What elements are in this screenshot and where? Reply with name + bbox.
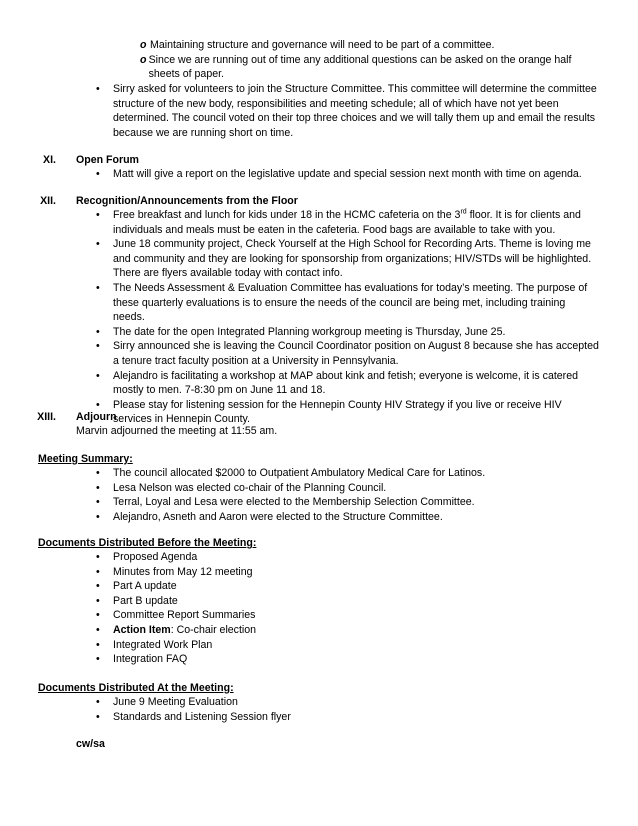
list-item: • Part A update [96,580,177,593]
docs-at-list [96,695,600,724]
bullet-icon: • [96,710,100,723]
bullet-icon: • [96,623,100,636]
circle-bullet-icon: o [140,53,147,66]
bullet-icon: • [96,653,100,666]
sub-item: o Maintaining structure and governance will need to be part of a committee. [140,39,495,51]
bullet-icon: • [96,83,100,95]
list-item: • Standards and Listening Session flyer [96,710,291,723]
list-item: • Free breakfast and lunch for kids under 18 in the HCMC cafeteria on the 3rd floor. It is for clients and individuals and meals must be eaten in the cafeteria. Food bags are available to take with you. [96,208,581,236]
list-item: • Minutes from May 12 meeting [96,565,253,578]
bullet-icon: • [96,580,100,593]
structure-committee-bullet: • Sirry asked for volunteers to join the Structure Committee. This committee will determine the committee structure of the new body, responsibilities and meeting schedule; all of which have not yet been determined. The council voted on their top three choices and we will tally them up and email the results because we are running short on time. [96,83,597,139]
section-title-announcements: Recognition/Announcements from the Floor [76,195,298,207]
list-item: • The Needs Assessment & Evaluation Committee has evaluations for today’s meeting. The purpose of these quarterly evaluations is to ensure the needs of the council are being met, including training needs. [96,281,588,324]
bullet-icon: • [96,696,100,708]
bullet-icon: • [96,551,100,563]
section-numeral-xiii: XIII. [37,411,56,423]
section-numeral-xi: XI. [43,154,56,166]
list-item: • Integrated Work Plan [96,638,213,651]
list-item: • June 18 community project, Check Yourself at the High School for Recording Arts. Theme is loving me and community and they are looking for sponsorship from organizations; HIV/STDs will be highlighted. There are flyers available today with contact info. [96,238,592,280]
sub-item-list [140,38,580,82]
bullet-icon: • [96,481,100,494]
bullet-icon: • [96,281,100,294]
docs-before-heading: Documents Distributed Before the Meeting: [38,537,257,549]
bullet-icon: • [96,398,100,411]
list-item: • Part B update [96,594,178,607]
list-item: • Action Item: Co-chair election [96,623,257,636]
list-item: • Proposed Agenda [96,551,198,563]
initials: cw/sa [76,738,105,750]
list-item: • Matt will give a report on the legislative update and special session next month with time on agenda. [96,168,582,180]
section-title-adjourn: Adjourn [76,411,117,423]
adjourn-text: Marvin adjourned the meeting at 11:55 am. [76,425,278,437]
list-item: • Alejandro, Asneth and Aaron were elected to the Structure Committee. [96,510,443,523]
meeting-summary-heading: Meeting Summary: [38,453,133,465]
list-item: • The council allocated $2000 to Outpatient Ambulatory Medical Care for Latinos. [96,467,486,479]
open-forum-list [96,167,606,182]
list-item: • June 9 Meeting Evaluation [96,696,238,708]
bullet-icon: • [96,238,100,251]
bullet-icon: • [96,510,100,523]
list-item: • Committee Report Summaries [96,609,256,622]
bullet-icon: • [96,369,100,382]
list-item: • Alejandro is facilitating a workshop at MAP about kink and fetish; everyone is welcome, it is catered mostly to men. 7-8:30 pm on June 11 and 18. [96,369,578,397]
bullet-icon: • [96,638,100,651]
docs-before-list [96,550,600,667]
bullet-icon: • [96,609,100,622]
announcements-list [96,208,600,427]
section-title-open-forum: Open Forum [76,154,139,166]
list-item: • Terral, Loyal and Lesa were elected to the Membership Selection Committee. [96,496,475,509]
bullet-icon: • [96,565,100,578]
bullet-icon: • [96,340,100,353]
bullet-icon: • [96,168,100,180]
bullet-icon: • [96,209,100,221]
meeting-summary-list [96,466,600,524]
bullet-icon: • [96,496,100,509]
list-item: • Lesa Nelson was elected co-chair of the Planning Council. [96,481,387,494]
bullet-icon: • [96,325,100,338]
list-item: • Sirry announced she is leaving the Council Coordinator position on August 8 because she has accepted a tenure tract faculty position at a University in Pennsylvania. [96,340,599,367]
section-numeral-xii: XII. [40,195,56,207]
bullet-icon: • [96,467,100,479]
action-item-label: Action Item [113,623,171,636]
list-item: • Integration FAQ [96,653,188,666]
list-item: • The date for the open Integrated Planning workgroup meeting is Thursday, June 25. [96,325,506,338]
docs-at-heading: Documents Distributed At the Meeting: [38,682,234,694]
sub-item: o Since we are running out of time any additional questions can be asked on the orange half sheets of paper. [140,53,572,81]
list-item: • Please stay for listening session for the Hennepin County HIV Strategy if you live or receive HIV services in Hennepin County. [96,398,562,426]
bullet-icon: • [96,594,100,607]
circle-bullet-icon: o [140,39,147,51]
